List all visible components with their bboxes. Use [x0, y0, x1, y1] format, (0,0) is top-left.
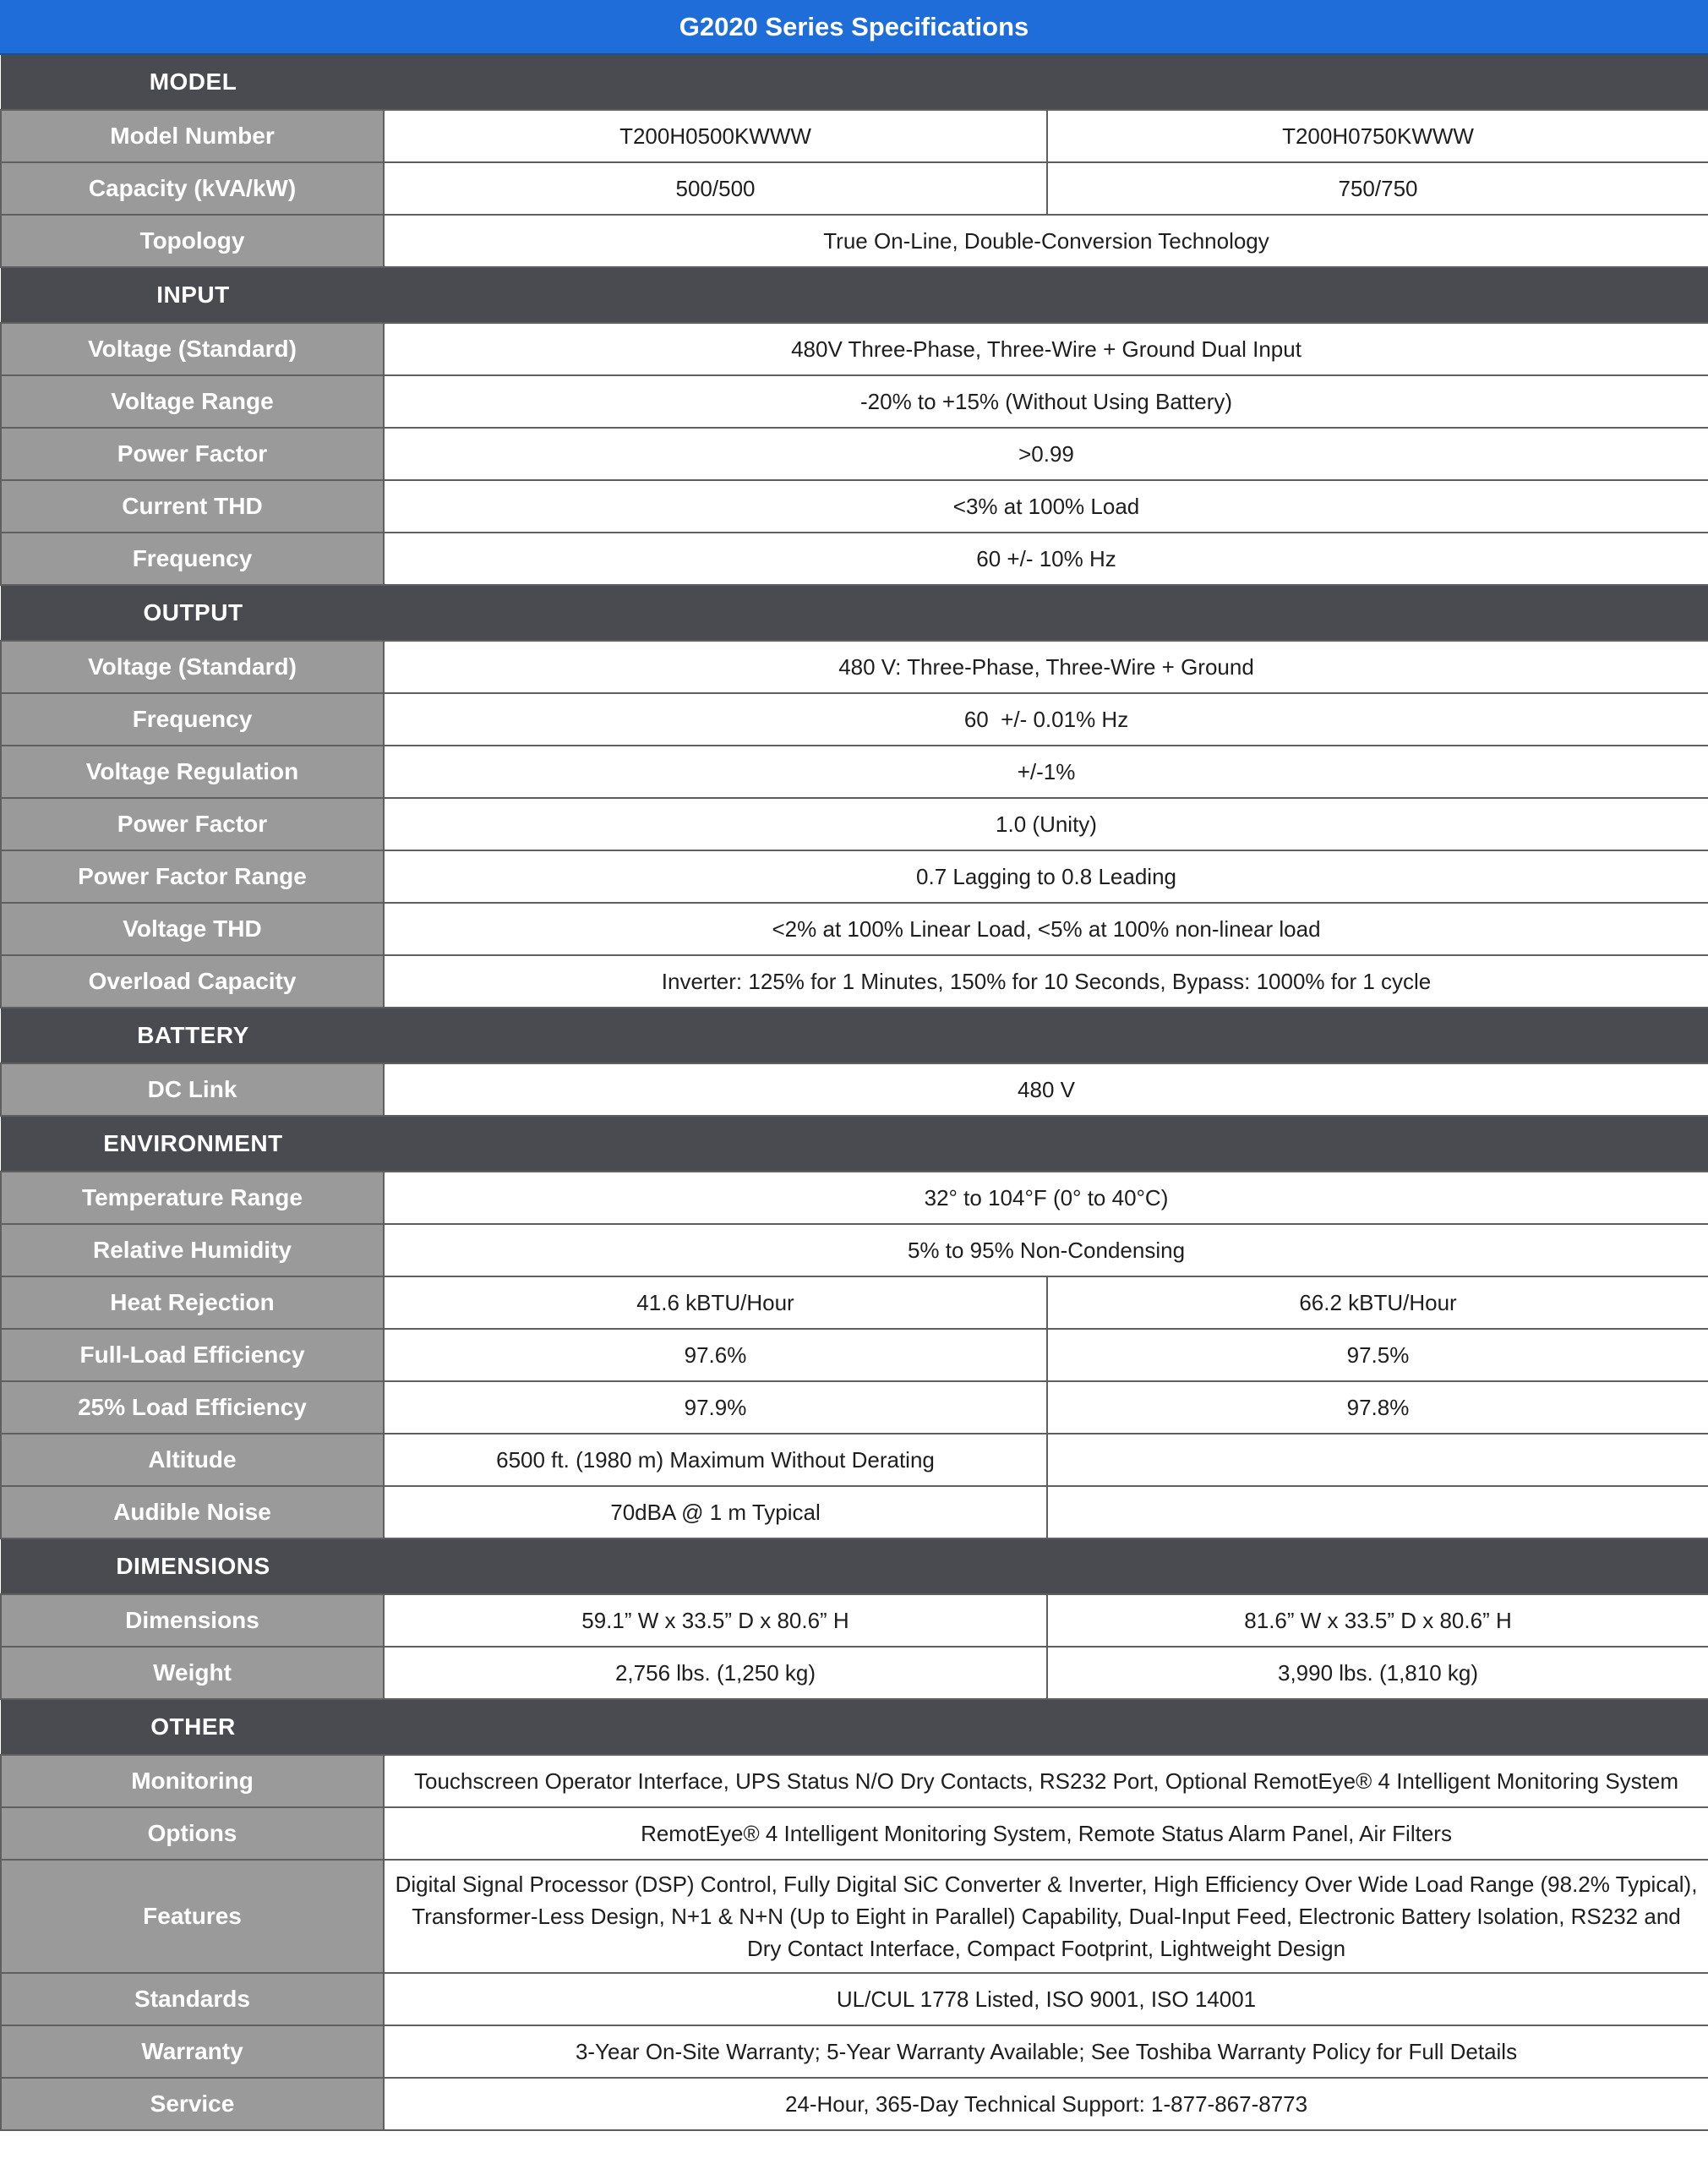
- table-row: [1, 323, 1708, 375]
- table-row: [1, 850, 1708, 903]
- value-cell: Touchscreen Operator Interface, UPS Status N/O Dry Contacts, RS232 Port, Optional RemotEye® 4 Intelligent Monitoring System: [384, 1755, 1708, 1807]
- value-cell: 480 V: [384, 1063, 1708, 1116]
- table-row: [1, 693, 1708, 746]
- row-label: Dimensions: [1, 1594, 384, 1647]
- table-row: [1, 1486, 1708, 1538]
- row-label: 25% Load Efficiency: [1, 1381, 384, 1434]
- table-row: [1, 1381, 1708, 1434]
- row-label: Temperature Range: [1, 1172, 384, 1224]
- value-cell: RemotEye® 4 Intelligent Monitoring System, Remote Status Alarm Panel, Air Filters: [384, 1807, 1708, 1860]
- value-cell: 3-Year On-Site Warranty; 5-Year Warranty Available; See Toshiba Warranty Policy for Full Details: [384, 2025, 1708, 2078]
- value-cell: 5% to 95% Non-Condensing: [384, 1224, 1708, 1276]
- table-row: [1, 1860, 1708, 1973]
- value-cell: 480V Three-Phase, Three-Wire + Ground Dual Input: [384, 323, 1708, 375]
- value-cell: 97.6%: [384, 1329, 1047, 1381]
- value-cell: 97.8%: [1047, 1381, 1708, 1434]
- table-row: [1, 1172, 1708, 1224]
- row-label: Voltage THD: [1, 903, 384, 955]
- table-row: [1, 533, 1708, 585]
- value-cell-empty: [1047, 1486, 1708, 1538]
- value-cell: 97.5%: [1047, 1329, 1708, 1381]
- value-cell: 750/750: [1047, 162, 1708, 215]
- row-label: Service: [1, 2078, 384, 2130]
- value-cell: >0.99: [384, 428, 1708, 480]
- value-cell: 59.1” W x 33.5” D x 80.6” H: [384, 1594, 1047, 1647]
- value-cell: <2% at 100% Linear Load, <5% at 100% non-linear load: [384, 903, 1708, 955]
- table-row: [1, 2025, 1708, 2078]
- value-cell: T200H0500KWWW: [384, 110, 1047, 162]
- value-cell: 60 +/- 0.01% Hz: [384, 693, 1708, 746]
- table-row: [1, 110, 1708, 162]
- row-label: DC Link: [1, 1063, 384, 1116]
- row-label: Topology: [1, 215, 384, 267]
- section-title: OTHER: [150, 1713, 236, 1740]
- row-label: Features: [1, 1860, 384, 1973]
- value-cell: 500/500: [384, 162, 1047, 215]
- value-cell: 70dBA @ 1 m Typical: [384, 1486, 1047, 1538]
- value-cell: 24-Hour, 365-Day Technical Support: 1-877-867-8773: [384, 2078, 1708, 2130]
- specifications-table: [0, 55, 1708, 2131]
- row-label: Full-Load Efficiency: [1, 1329, 384, 1381]
- table-row: [1, 1755, 1708, 1807]
- row-label: Current THD: [1, 480, 384, 533]
- value-cell: 66.2 kBTU/Hour: [1047, 1276, 1708, 1329]
- table-row: [1, 1063, 1708, 1116]
- table-row: [1, 641, 1708, 693]
- section-title: BATTERY: [137, 1022, 249, 1048]
- table-row: [1, 480, 1708, 533]
- table-row: [1, 1647, 1708, 1699]
- value-cell: True On-Line, Double-Conversion Technology: [384, 215, 1708, 267]
- row-label: Warranty: [1, 2025, 384, 2078]
- value-cell: 1.0 (Unity): [384, 798, 1708, 850]
- row-label: Standards: [1, 1973, 384, 2025]
- row-label: Voltage Range: [1, 375, 384, 428]
- value-cell: 81.6” W x 33.5” D x 80.6” H: [1047, 1594, 1708, 1647]
- section-title: DIMENSIONS: [116, 1553, 270, 1579]
- value-cell: 2,756 lbs. (1,250 kg): [384, 1647, 1047, 1699]
- value-cell-empty: [1047, 1434, 1708, 1486]
- row-label: Overload Capacity: [1, 955, 384, 1008]
- value-cell: 3,990 lbs. (1,810 kg): [1047, 1647, 1708, 1699]
- table-row: [1, 1807, 1708, 1860]
- value-cell: 97.9%: [384, 1381, 1047, 1434]
- section-header-other: [1, 1699, 1708, 1755]
- value-cell: 6500 ft. (1980 m) Maximum Without Derating: [384, 1434, 1047, 1486]
- row-label: Altitude: [1, 1434, 384, 1486]
- row-label: Frequency: [1, 533, 384, 585]
- value-cell: 0.7 Lagging to 0.8 Leading: [384, 850, 1708, 903]
- table-row: [1, 162, 1708, 215]
- value-cell: Digital Signal Processor (DSP) Control, Fully Digital SiC Converter & Inverter, High Efficiency Over Wide Load Range (98.2% Typical), Transformer-Less Design, N+1 & N+N (Up to Eight in Parallel) Capability, Dual-Input Feed, Electronic Battery Isolation, RS232 and Dry Contact Interface, Compact Footprint, Lightweight Design: [384, 1860, 1708, 1973]
- table-row: [1, 1434, 1708, 1486]
- table-row: [1, 215, 1708, 267]
- value-cell: <3% at 100% Load: [384, 480, 1708, 533]
- table-row: [1, 428, 1708, 480]
- row-label: Power Factor: [1, 798, 384, 850]
- value-cell: T200H0750KWWW: [1047, 110, 1708, 162]
- section-title: INPUT: [156, 281, 230, 308]
- section-header-model: [1, 55, 1708, 110]
- section-header-dimensions: [1, 1538, 1708, 1594]
- table-row: [1, 1329, 1708, 1381]
- table-row: [1, 375, 1708, 428]
- section-title: ENVIRONMENT: [103, 1130, 283, 1156]
- row-label: Power Factor: [1, 428, 384, 480]
- table-row: [1, 1276, 1708, 1329]
- row-label: Voltage Regulation: [1, 746, 384, 798]
- value-cell: -20% to +15% (Without Using Battery): [384, 375, 1708, 428]
- page-title: G2020 Series Specifications: [0, 0, 1708, 55]
- value-cell: UL/CUL 1778 Listed, ISO 9001, ISO 14001: [384, 1973, 1708, 2025]
- table-row: [1, 798, 1708, 850]
- row-label: Heat Rejection: [1, 1276, 384, 1329]
- value-cell: +/-1%: [384, 746, 1708, 798]
- section-header-output: [1, 585, 1708, 641]
- row-label: Power Factor Range: [1, 850, 384, 903]
- value-cell: 60 +/- 10% Hz: [384, 533, 1708, 585]
- table-row: [1, 1224, 1708, 1276]
- section-title: OUTPUT: [143, 599, 243, 626]
- table-row: [1, 2078, 1708, 2130]
- row-label: Model Number: [1, 110, 384, 162]
- row-label: Relative Humidity: [1, 1224, 384, 1276]
- table-row: [1, 955, 1708, 1008]
- row-label: Frequency: [1, 693, 384, 746]
- table-row: [1, 1594, 1708, 1647]
- row-label: Monitoring: [1, 1755, 384, 1807]
- row-label: Capacity (kVA/kW): [1, 162, 384, 215]
- table-row: [1, 1973, 1708, 2025]
- row-label: Audible Noise: [1, 1486, 384, 1538]
- row-label: Voltage (Standard): [1, 323, 384, 375]
- section-header-battery: [1, 1008, 1708, 1063]
- row-label: Voltage (Standard): [1, 641, 384, 693]
- row-label: Options: [1, 1807, 384, 1860]
- value-cell: 32° to 104°F (0° to 40°C): [384, 1172, 1708, 1224]
- value-cell: 41.6 kBTU/Hour: [384, 1276, 1047, 1329]
- row-label: Weight: [1, 1647, 384, 1699]
- table-row: [1, 903, 1708, 955]
- section-title: MODEL: [149, 68, 237, 95]
- section-header-input: [1, 267, 1708, 323]
- value-cell: Inverter: 125% for 1 Minutes, 150% for 10 Seconds, Bypass: 1000% for 1 cycle: [384, 955, 1708, 1008]
- table-row: [1, 746, 1708, 798]
- value-cell: 480 V: Three-Phase, Three-Wire + Ground: [384, 641, 1708, 693]
- section-header-environment: [1, 1116, 1708, 1172]
